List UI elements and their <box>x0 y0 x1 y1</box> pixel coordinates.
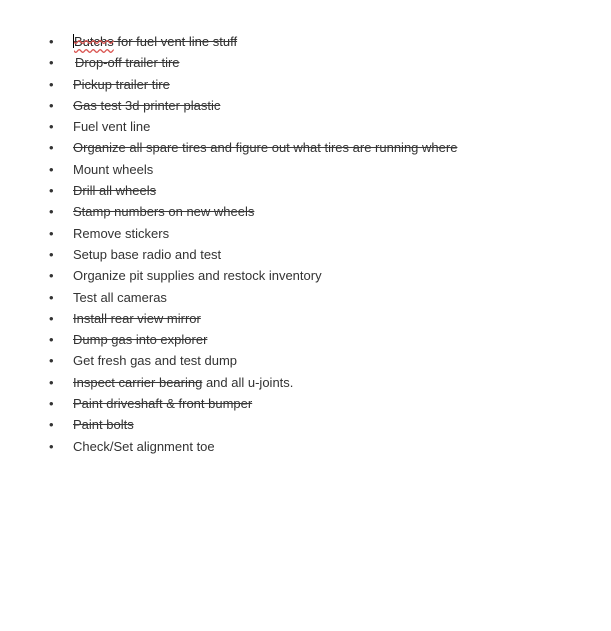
bullet: • <box>49 396 54 412</box>
bullet: • <box>49 417 54 433</box>
list-item-text[interactable]: Remove stickers <box>73 225 170 241</box>
list-item-text[interactable]: Pickup trailer tire <box>73 76 170 92</box>
bullet: • <box>49 374 54 390</box>
bullet: • <box>49 97 54 113</box>
list-item-text[interactable]: Gas test 3d printer plastic <box>73 97 221 113</box>
struck-text: Inspect carrier bearing <box>73 374 203 390</box>
list-item-text[interactable]: Test all cameras <box>73 289 167 305</box>
bullet: • <box>49 161 54 177</box>
list-item-text[interactable]: Butchs for fuel vent line stuff <box>74 34 238 49</box>
bullet: • <box>49 183 54 199</box>
list-item-text[interactable]: Organize pit supplies and restock inventory <box>73 268 322 284</box>
list-item-text[interactable]: Install rear view mirror <box>73 310 201 326</box>
bullet: • <box>49 332 54 348</box>
bullet: • <box>49 34 54 49</box>
list-item-text[interactable]: Get fresh gas and test dump <box>73 353 238 369</box>
bullet: • <box>49 140 54 156</box>
remaining-text: and all u-joints. <box>202 374 294 390</box>
bullet: • <box>49 225 54 241</box>
bullet: • <box>49 246 54 262</box>
list-item-text[interactable]: Paint bolts <box>73 417 134 433</box>
bullet: • <box>49 310 54 326</box>
bullet: • <box>49 119 54 135</box>
list-item-text[interactable]: Paint driveshaft & front bumper <box>73 396 253 412</box>
list-item-text[interactable]: Drill all wheels <box>73 183 157 199</box>
list-item-text[interactable] <box>73 372 293 393</box>
list-item-text[interactable]: Stamp numbers on new wheels <box>73 204 255 220</box>
bullet: • <box>49 353 54 369</box>
bullet: • <box>49 55 54 71</box>
bullet: • <box>49 76 54 92</box>
list-item-text[interactable]: Check/Set alignment toe <box>73 438 215 454</box>
list-item-text[interactable]: Mount wheels <box>73 161 154 177</box>
list-item-text[interactable]: Drop-off trailer tire <box>75 55 180 71</box>
bullet: • <box>49 289 54 305</box>
list-item-text[interactable]: Dump gas into explorer <box>73 332 208 348</box>
bullet: • <box>49 268 54 284</box>
list-item-text[interactable]: Fuel vent line <box>73 119 151 135</box>
list-item-text[interactable]: Setup base radio and test <box>73 246 222 262</box>
bullet: • <box>49 204 54 220</box>
bullet: • <box>49 438 54 454</box>
list-item-text[interactable]: Organize all spare tires and figure out what tires are running where <box>73 140 458 156</box>
